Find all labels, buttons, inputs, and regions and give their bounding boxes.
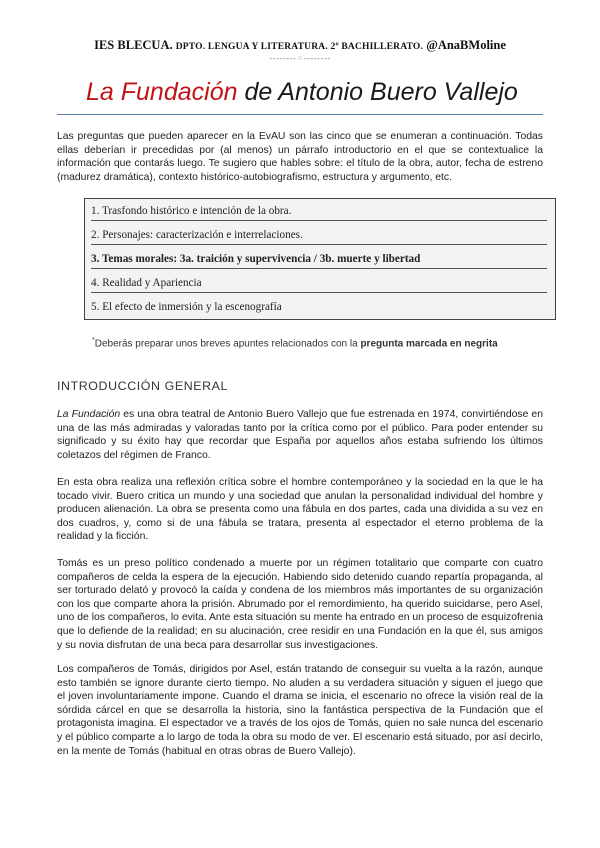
title-rest: de Antonio Buero Vallejo [237,78,518,106]
question-item [91,253,547,269]
footnote-mark: * [92,337,95,344]
paragraph-italic-title: La Fundación [57,409,121,420]
title-work: La Fundación [86,78,238,106]
questions-box [84,198,556,320]
title-divider [57,114,543,115]
paragraph-text: es una obra teatral de Antonio Buero Vallejo que fue estrenada en 1974, convirtiéndose en una de las más admiradas y valoradas tanto por la crítica como por el público. Para poder entender su significado y su éxito hay que recordar que España por aquellos años estaba sufriendo los últimos coletazos del régimen de Franco. [57,409,543,461]
page-header [0,38,600,53]
header-ornament: --------⁘-------- [269,54,331,63]
department-label: DPTO. LENGUA Y LITERATURA. 2º BACHILLERATO. [175,42,424,52]
question-item: 1. Trasfondo histórico e intención de la obra. [91,205,547,221]
intro-paragraph: Las preguntas que pueden aparecer en la EvAU son las cinco que se enumeran a continuación. Todas ellas deberían ir precedidas por (al menos) un párrafo introductorio en el que se contextualice la información que contarás luego. Te sugiero que hables sobre: el título de la obra, autor, fecha de estreno (madurez dramática), contexto histórico-autobiografismo, estructura y argumento, etc. [57,131,543,183]
paragraph: En esta obra realiza una reflexión crítica sobre el hombre contemporáneo y la sociedad en la que le ha tocado vivir. Buero critica un mundo y una sociedad que anulan la personalidad individual del hombre y producen alienación. La obra se presenta como una fábula en dos partes, cada una dividida a su vez en dos cuadros, y, como si de una fábula se tratara, presenta al espectador el eterno problema de la realidad y la ficción. [57,477,543,543]
school-name: IES BLECUA. [94,38,173,52]
page-title [86,78,518,107]
paragraph: Tomás es un preso político condenado a muerte por un régimen totalitario que comparte con cuatro compañeros de celda la espera de la ejecución. Habiendo sido detenido cuando repartía propaganda, al ser torturado delató y provocó la caída y condena de los miembros más importantes de su organización con los que comparte ahora la prisión. Abrumado por el remordimiento, ha querido suicidarse, pero Asel, uno de los compañeros, lo evita. Ante esta situación su mente ha entrado en un proceso de esquizofrenia que lo defiende de la realidad; en su alucinación, cree residir en una Fundación en la que él, sus amigos y su novia disfrutan de una beca para desarrollar sus investigaciones. [57,558,543,651]
question-item: 4. Realidad y Apariencia [91,277,547,293]
question-item: 2. Personajes: caracterización e interrelaciones. [91,229,547,245]
paragraph [57,408,543,462]
question-item: 5. El efecto de inmersión y la escenografía [91,301,282,313]
footnote-bold: pregunta marcada en negrita [360,338,498,350]
author-handle: @AnaBMoline [426,38,506,52]
paragraph: Los compañeros de Tomás, dirigidos por Asel, están tratando de conseguir su vuelta a la razón, aunque esto también se ignore durante cierto tiempo. No aluden a su verdadera situación y siguen el juego que el joven involuntariamente impone. Cuando el drama se inicia, el escenario no ofrece la visión real de la sórdida cárcel en que se desarrolla la historia, sino la fantástica perspectiva de la Fundación que el protagonista imagina. El espectador ve a través de los ojos de Tomás, quien no sale nunca del escenario y el público comparte a lo largo de toda la obra su modo de ver. El escenario está situado, por así decirlo, en la mente de Tomás (habitual en otras obras de Buero Vallejo). [57,664,543,757]
footnote [92,337,498,349]
footnote-text: Deberás preparar unos breves apuntes relacionados con la [94,338,361,350]
question-bold: 3. Temas morales: 3a. traición y supervivencia / 3b. muerte y libertad [91,253,421,265]
section-heading: INTRODUCCIÓN GENERAL [57,379,229,393]
